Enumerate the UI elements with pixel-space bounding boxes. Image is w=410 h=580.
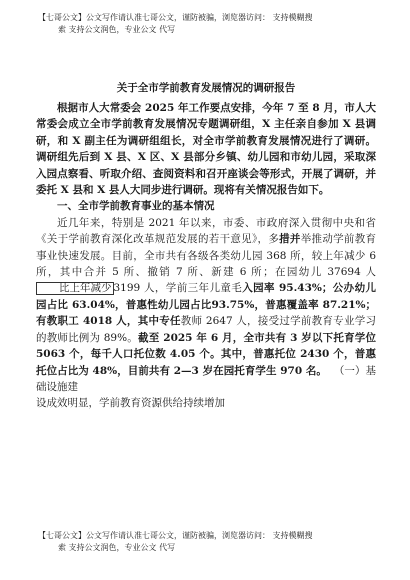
intro-paragraph	[36, 100, 376, 198]
body-text-13: 为 48%，目前共有 2—3 岁在园托育学生 970 名。	[78, 364, 327, 377]
body-text-4: 举推动学前教育事业快速发展。目前，全市共有各级各类幼儿	[36, 233, 377, 262]
strikeout-mark: 比上年减少	[36, 282, 114, 295]
body-text-9: 93.75%，普惠覆盖率 87.21%；有教职工 4018 人，其中专任	[36, 298, 376, 328]
body-paragraph	[36, 215, 376, 395]
body-text-3: 措并	[279, 233, 301, 246]
body-text-5: 园 368 所，较上年减少 6 所，其中合并 5 所、撤销 7 所、	[36, 249, 377, 279]
body-text-6: 新建 6 所；在园幼儿 37694 人	[211, 266, 376, 279]
footer-watermark-line1: 【七哥公文】公文写作请认准七哥公文，谨防被骗，浏览器访问： 支持模糊搜	[38, 531, 313, 540]
intro-text-3: 发展情况进行了调研。调研组先后到 X 县、X 区、X 县部分乡镇、	[36, 134, 377, 164]
intro-text-1: 根据市人大常委会 2025 年工作要点安排，今年 7 至 8 月，市人大常委会成立全市学前教育发展情况专题调研组，X 主任亲	[36, 102, 376, 131]
body-text-12: 人口托位数 4.05 个。其中，普惠托位 2430 个，普惠托位占比	[36, 348, 376, 377]
body-text-1: 近几年来，特别是 2021 年以来，市委、市政府深入贯彻中	[57, 216, 344, 229]
header-watermark	[38, 12, 378, 36]
document-title: 关于全市学前教育发展情况的调研报告	[116, 82, 296, 94]
body-tail: 设成效明显，学前教育资源供给持续增加	[36, 397, 225, 410]
body-text-7: 3199 人，学前三年儿童毛	[113, 282, 243, 295]
body-text-8: 入园率 95.43%；公办幼儿园占比 63.04%，普惠性幼儿园占比	[36, 282, 376, 311]
intro-text-6: 步进行调研。现将有关情况报告如下。	[150, 184, 330, 197]
body-text-11: 截至 2025 年 6 月，全市共有 3 岁以下托育学位 5063 个，每千	[36, 331, 376, 361]
intro-text-4: 幼儿园和市幼儿园，采取深入园点察看、听取介绍、查阅资料	[36, 151, 377, 180]
header-watermark-line1: 【七哥公文】公文写作请认准七哥公文，谨防被骗，浏览器访问： 支持模糊搜	[38, 13, 313, 22]
header-watermark-line2: 索 支持公文润色，专业公文 代写	[58, 25, 176, 34]
body-text-10: 教师 2647 人，接受过学前教育专业学习的教师比例为 89%。	[36, 315, 376, 344]
subsection-label: （一）基础设施建	[36, 364, 377, 393]
intro-text-2: 自参加 X 县调研，和 X 副主任为调研组组长，对全市学前教育	[36, 118, 376, 147]
document-body	[36, 80, 376, 412]
footer-watermark-line2: 索 支持公文润色，专业公文 代写	[58, 543, 176, 552]
body-text-2: 央和省《关于学前教育深化改革规范发展的若干意见》，多	[36, 216, 376, 246]
section-heading-1: 一、全市学前教育事业的基本情况	[57, 200, 215, 213]
intro-text-5: 和召开座谈会等形式，开展了调研，并委托 X 县和 X 县人大同	[36, 167, 377, 197]
footer-watermark	[38, 530, 378, 554]
